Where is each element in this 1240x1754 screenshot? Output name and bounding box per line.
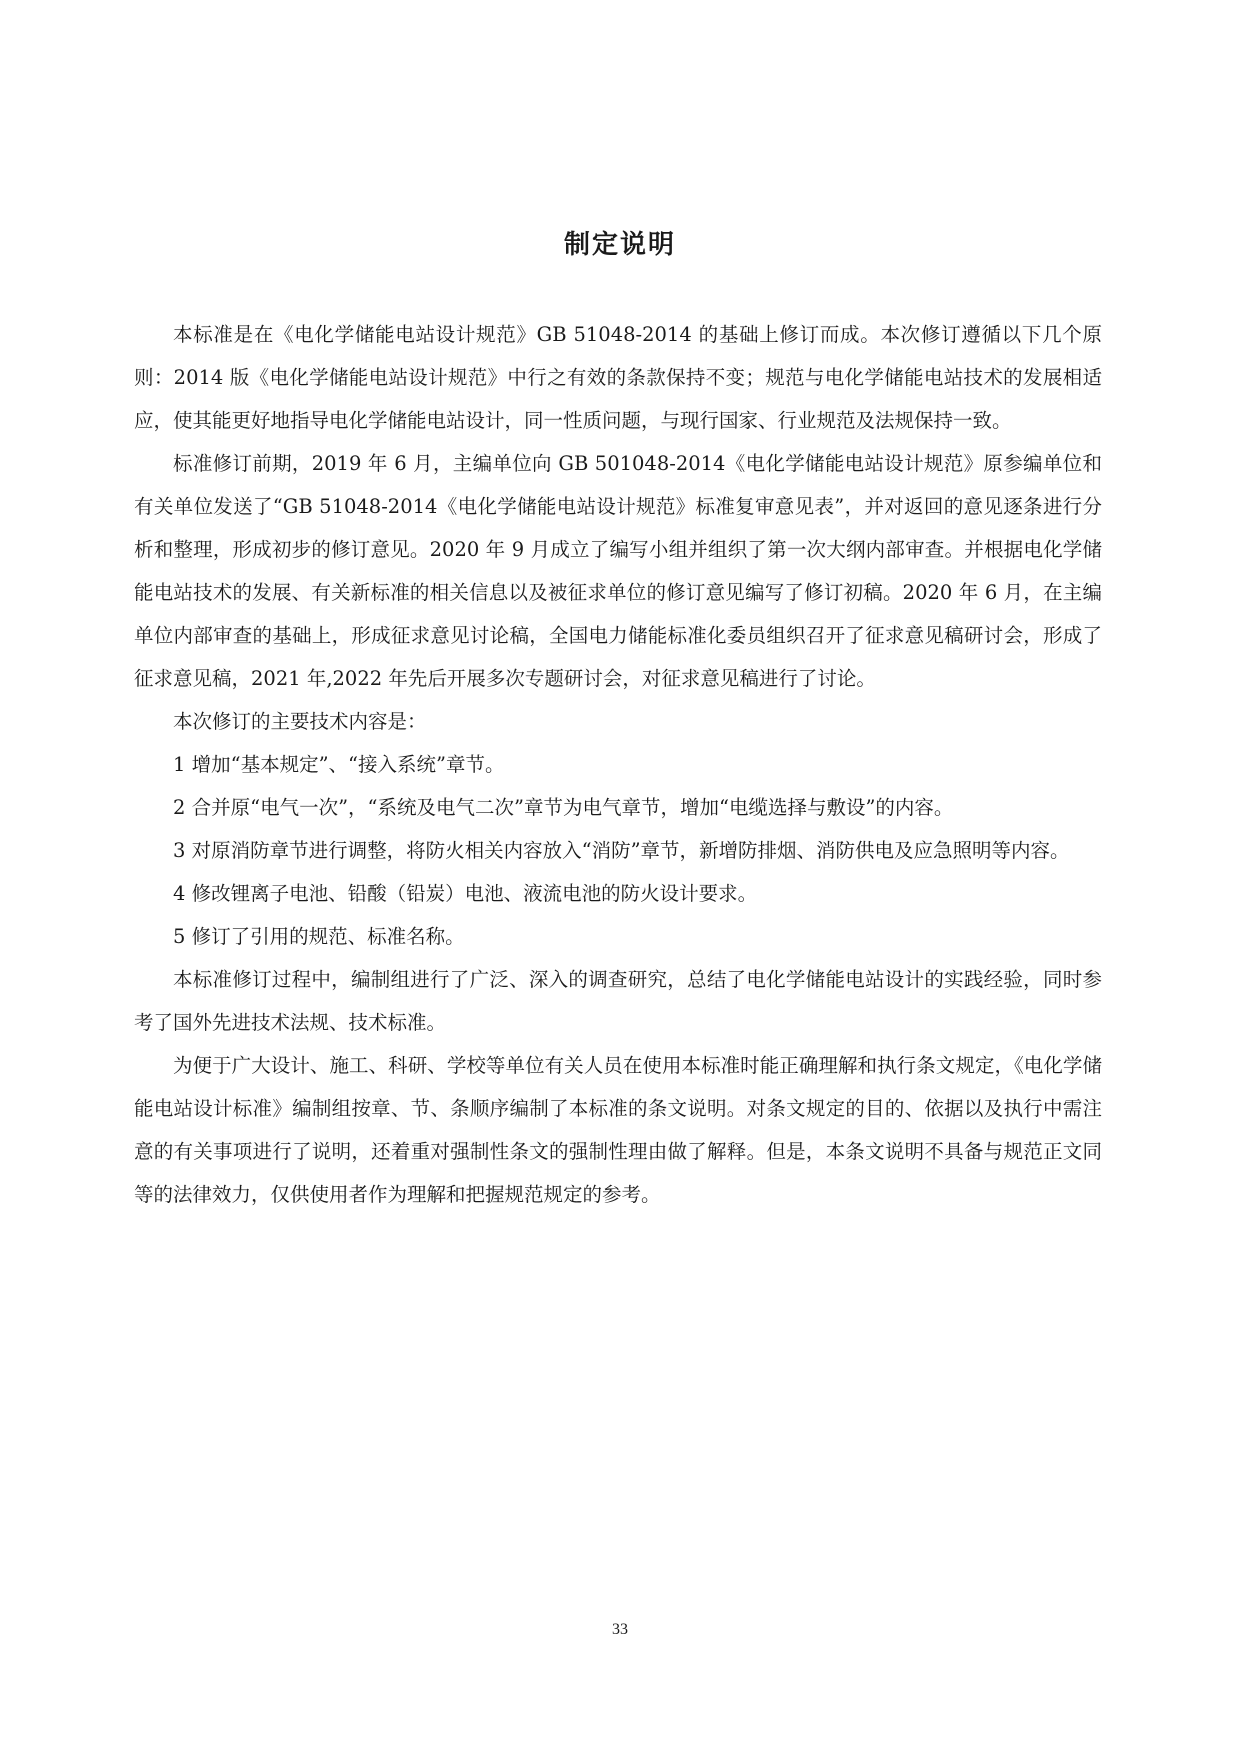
paragraph-history: 标准修订前期，2019 年 6 月，主编单位向 GB 501048-2014《电化学储能电站设计规范》原参编单位和有关单位发送了“GB 51048-2014《电化学储能电站设计规范》标准复审意见表”，并对返回的意见逐条进行分析和整理，形成初步的修订意见。2020 年 9 月成立了编写小组并组织了第一次大纲内部审查。并根据电化学储能电站技术的发展、有关新标准的相关信息以及被征求单位的修订意见编写了修订初稿。2020 年 6 月，在主编单位内部审查的基础上，形成征求意见讨论稿，全国电力储能标准化委员组织召开了征求意见稿研讨会，形成了征求意见稿，2021 年,2022 年先后开展多次专题研讨会，对征求意见稿进行了讨论。	[134, 452, 1102, 690]
list-item-4: 4 修改锂离子电池、铅酸（铅炭）电池、液流电池的防火设计要求。	[173, 882, 758, 905]
page-number: 33	[612, 1621, 628, 1638]
page-title: 制定说明	[563, 230, 676, 260]
list-item-2: 2 合并原“电气一次”，“系统及电气二次”章节为电气章节，增加“电缆选择与敷设”的内容。	[173, 796, 954, 819]
paragraph-main-content-heading: 本次修订的主要技术内容是：	[173, 710, 427, 733]
list-item-1: 1 增加“基本规定”、“接入系统”章节。	[173, 753, 505, 776]
paragraph-intro: 本标准是在《电化学储能电站设计规范》GB 51048-2014 的基础上修订而成。本次修订遵循以下几个原则：2014 版《电化学储能电站设计规范》中行之有效的条款保持不变；规范与电化学储能电站技术的发展相适应，使其能更好地指导电化学储能电站设计，同一性质问题，与现行国家、行业规范及法规保持一致。	[134, 323, 1102, 432]
document-body	[134, 313, 1102, 1216]
paragraph-research: 本标准修订过程中，编制组进行了广泛、深入的调查研究，总结了电化学储能电站设计的实践经验，同时参考了国外先进技术法规、技术标准。	[134, 968, 1102, 1034]
paragraph-explanation: 为便于广大设计、施工、科研、学校等单位有关人员在使用本标准时能正确理解和执行条文规定，《电化学储能电站设计标准》编制组按章、节、条顺序编制了本标准的条文说明。对条文规定的目的、依据以及执行中需注意的有关事项进行了说明，还着重对强制性条文的强制性理由做了解释。但是，本条文说明不具备与规范正文同等的法律效力，仅供使用者作为理解和把握规范规定的参考。	[134, 1054, 1102, 1206]
list-item-3: 3 对原消防章节进行调整，将防火相关内容放入“消防”章节，新增防排烟、消防供电及应急照明等内容。	[173, 839, 1070, 862]
list-item-5: 5 修订了引用的规范、标准名称。	[173, 925, 465, 948]
